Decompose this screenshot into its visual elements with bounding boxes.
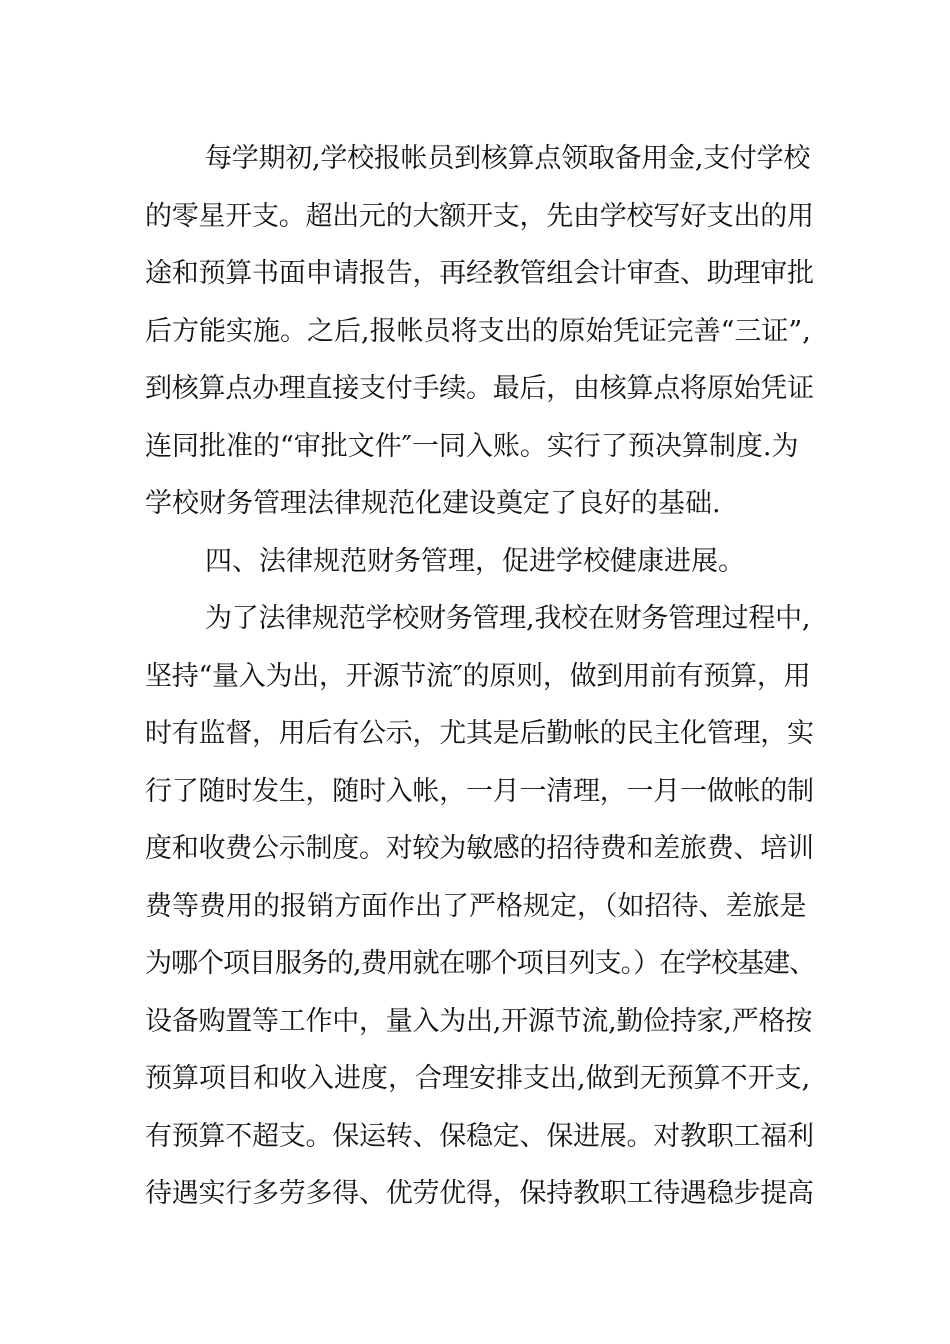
paragraph-line: 费等费用的报销方面作出了严格规定，（如招待、差旅是 xyxy=(145,890,807,922)
paragraph-line: 行了随时发生，随时入帐，一月一清理，一月一做帐的制 xyxy=(145,775,814,807)
paragraph-line: 坚持“量入为出，开源节流″的原则，做到用前有预算，用 xyxy=(145,660,811,692)
paragraph-line: 为哪个项目服务的,费用就在哪个项目列支。）在学校基建、 xyxy=(145,948,816,979)
paragraph-line: 途和预算书面申请报告，再经教管组会计审查、助理审批 xyxy=(145,258,814,289)
paragraph-line: 设备购置等工作中，量入为出,开源节流,勤俭持家,严格按 xyxy=(145,1005,812,1037)
paragraph-line: 度和收费公示制度。对较为敏感的招待费和差旅费、培训 xyxy=(145,833,814,864)
paragraph-line: 的零星开支。超出元的大额开支，先由学校写好支出的用 xyxy=(145,200,814,232)
paragraph-line: 为了法律规范学校财务管理,我校在财务管理过程中, xyxy=(205,603,811,634)
paragraph-line: 有预算不超支。保运转、保稳定、保进展。对教职工福利 xyxy=(145,1120,814,1152)
paragraph-line: 时有监督，用后有公示，尤其是后勤帐的民主化管理，实 xyxy=(145,718,814,749)
paragraph-line: 连同批准的“审批文件″一同入账。实行了预决算制度.为 xyxy=(145,430,799,462)
document-body xyxy=(145,130,815,1223)
paragraph-line: 每学期初,学校报帐员到核算点领取备用金,支付学校 xyxy=(205,143,811,174)
paragraph-line: 学校财务管理法律规范化建设奠定了良好的基础. xyxy=(145,488,721,519)
section-heading: 四、法律规范财务管理，促进学校健康进展。 xyxy=(205,545,745,577)
paragraph-line: 后方能实施。之后,报帐员将支出的原始凭证完善“三证”, xyxy=(145,315,811,347)
paragraph-line: 到核算点办理直接支付手续。最后，由核算点将原始凭证 xyxy=(145,373,814,404)
paragraph-line: 待遇实行多劳多得、优劳优得，保持教职工待遇稳步提高 xyxy=(145,1178,814,1209)
paragraph-line: 预算项目和收入进度，合理安排支出,做到无预算不开支, xyxy=(145,1063,811,1094)
